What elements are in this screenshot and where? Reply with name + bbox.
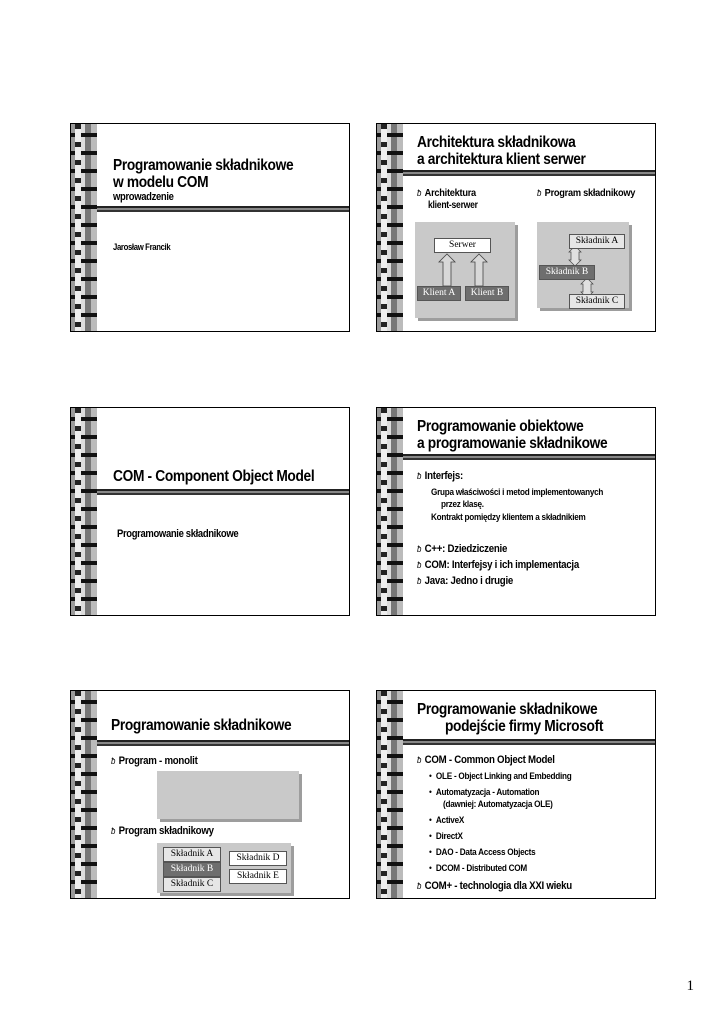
slide-title-line1: Architektura składnikowa [417,134,576,151]
slide-subtitle: wprowadzenie [113,191,174,203]
server-box: Serwer [434,238,491,253]
ribbon-decoration [377,124,403,331]
bullet-java: ƀ Java: Jedno i drugie [417,575,513,587]
bullet-architecture: ƀ Architektura [417,187,476,199]
bullet-component-program: ƀ Program składnikowy [111,825,214,837]
title-divider [403,454,655,460]
client-server-panel [415,222,515,318]
sub-automation: • Automatyzacja - Automation [429,787,539,798]
slide-1 [70,123,350,332]
title-divider [403,170,655,176]
slide-title-line2: podejście firmy Microsoft [445,718,604,735]
bullet-com-plus: ƀ COM+ - technologia dla XXI wieku [417,880,572,892]
slide-title: COM - Component Object Model [113,468,315,485]
components-panel [157,843,291,893]
bullet-com-model: ƀ COM - Common Object Model [417,754,555,766]
slide-title: Programowanie składnikowe [111,717,292,734]
component-e-box: Składnik E [229,869,287,884]
slide-3 [70,407,350,616]
bullet-monolith: ƀ Program - monolit [111,755,198,767]
component-c-box: Składnik C [163,877,221,892]
title-divider [403,739,655,745]
slide-5 [70,690,350,899]
sub-dcom: • DCOM - Distributed COM [429,863,527,874]
slide-title-line1: Programowanie składnikowe [417,701,598,718]
client-a-box: Klient A [417,286,461,301]
component-panel [537,222,629,308]
component-c-box: Składnik C [569,294,625,309]
sub-activex: • ActiveX [429,815,464,826]
slide-subtitle: Programowanie składnikowe [117,528,239,540]
sub-directx: • DirectX [429,831,463,842]
title-divider [97,206,349,212]
interface-definition-line2: przez klasę. [441,499,484,510]
component-b-box: Składnik B [163,862,221,877]
bullet-component-program: ƀ Program składnikowy [537,187,635,199]
bullet-interface: ƀ Interfejs: [417,470,463,482]
interface-contract: Kontrakt pomiędzy klientem a składnikiem [431,512,586,523]
slide-title-line1: Programowanie obiektowe [417,418,584,435]
ribbon-decoration [71,124,97,331]
slide-title-line2: w modelu COM [113,174,209,191]
sub-ole: • OLE - Object Linking and Embedding [429,771,571,782]
client-server-arrows [415,222,515,318]
slide-6 [376,690,656,899]
slide-4 [376,407,656,616]
sub-dao: • DAO - Data Access Objects [429,847,535,858]
slide-title-line2: a programowanie składnikowe [417,435,608,452]
monolith-block [157,771,299,819]
ribbon-decoration [71,691,97,898]
author: Jarosław Francik [113,242,171,252]
slide-title-line2: a architektura klient serwer [417,151,586,168]
bullet-architecture-line2: klient-serwer [428,200,478,211]
title-divider [97,740,349,746]
bullet-cpp: ƀ C++: Dziedziczenie [417,543,507,555]
page-number: 1 [686,978,694,994]
component-a-box: Składnik A [569,234,625,249]
bullet-com: ƀ COM: Interfejsy i ich implementacja [417,559,579,571]
slide-2 [376,123,656,332]
slide-title-line1: Programowanie składnikowe [113,157,294,174]
client-b-box: Klient B [465,286,509,301]
ribbon-decoration [377,691,403,898]
component-d-box: Składnik D [229,851,287,866]
ribbon-decoration [71,408,97,615]
sub-automation-note: (dawniej: Automatyzacja OLE) [443,799,553,810]
interface-definition-line1: Grupa właściwości i metod implementowanych [431,487,604,498]
component-b-box: Składnik B [539,265,595,280]
ribbon-decoration [377,408,403,615]
title-divider [97,489,349,495]
component-a-box: Składnik A [163,847,221,862]
